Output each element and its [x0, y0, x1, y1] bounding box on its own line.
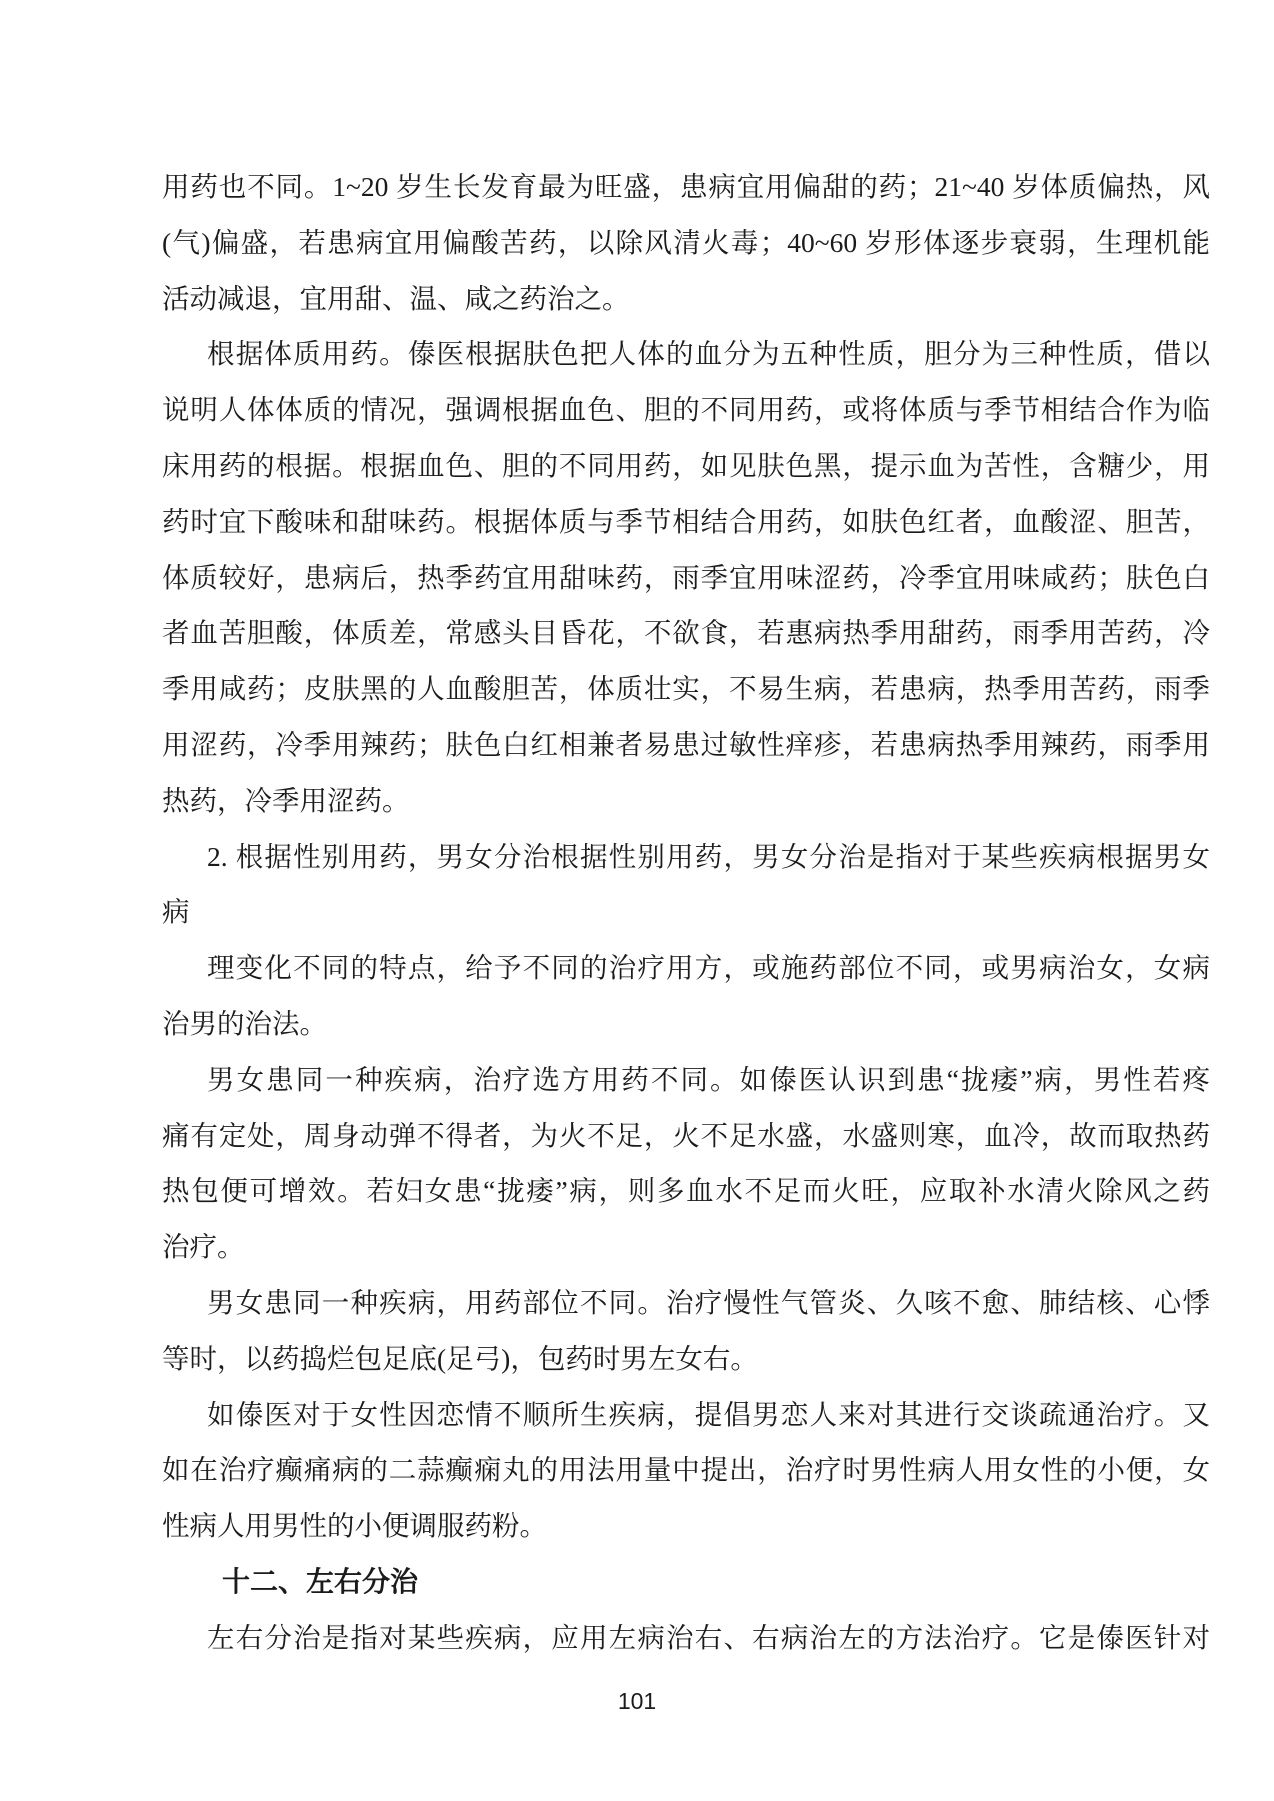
- body-text-line: 热药，冷季用涩药。: [162, 784, 410, 816]
- page-body: [162, 159, 1210, 1666]
- body-text-line: 床用药的根据。根据血色、胆的不同用药，如见肤色黑，提示血为苦性，含糖少，用: [162, 449, 1210, 481]
- body-text-line: 活动减退，宜用甜、温、咸之药治之。: [162, 282, 630, 314]
- body-text-line: 治男的治法。: [162, 1007, 327, 1039]
- body-text-line: 季用咸药；皮肤黑的人血酸胆苦，体质壮实，不易生病，若患病，热季用苦药，雨季: [162, 673, 1210, 705]
- body-text-line: 理变化不同的特点，给予不同的治疗用方，或施药部位不同，或男病治女，女病: [207, 952, 1210, 984]
- body-text-line: 用药也不同。1~20 岁生长发育最为旺盛，患病宜用偏甜的药；21~40 岁体质偏热，风: [162, 171, 1210, 202]
- section-heading: 十二、左右分治: [222, 1565, 419, 1597]
- body-text-line: 男女患同一种疾病，用药部位不同。治疗慢性气管炎、久咳不愈、肺结核、心悸: [207, 1286, 1210, 1318]
- body-text-line: 性病人用男性的小便调服药粉。: [162, 1510, 547, 1542]
- body-text-line: 如在治疗癫痛病的二蒜癫痫丸的用法用量中提出，治疗时男性病人用女性的小便，女: [162, 1454, 1210, 1486]
- body-text-line: 热包便可增效。若妇女患“拢痿”病，则多血水不足而火旺，应取补水清火除风之药: [162, 1175, 1210, 1207]
- body-text-line: 等时，以药捣烂包足底(足弓)，包药时男左女右。: [162, 1342, 758, 1374]
- body-text-line: 左右分治是指对某些疾病，应用左病治右、右病治左的方法治疗。它是傣医针对: [207, 1621, 1210, 1653]
- body-text-line: 病: [162, 896, 190, 928]
- body-text-line: 药时宜下酸味和甜味药。根据体质与季节相结合用药，如肤色红者，血酸涩、胆苦，: [162, 505, 1210, 537]
- page-number: 101: [617, 1688, 657, 1714]
- body-text-line: 治疗。: [162, 1231, 245, 1263]
- body-text-line: 体质较好，患病后，热季药宜用甜味药，雨季宜用味涩药，冷季宜用味咸药；肤色白: [162, 561, 1210, 593]
- body-text-line: 用涩药，冷季用辣药；肤色白红相兼者易患过敏性痒疹，若患病热季用辣药，雨季用: [162, 728, 1210, 760]
- body-text-line: 男女患同一种疾病，治疗选方用药不同。如傣医认识到患“拢痿”病，男性若疼: [207, 1063, 1210, 1095]
- body-text-line: 说明人体体质的情况，强调根据血色、胆的不同用药，或将体质与季节相结合作为临: [162, 394, 1210, 426]
- body-text-line: 者血苦胆酸，体质差，常感头目昏花，不欲食，若惠病热季用甜药，雨季用苦药，冷: [162, 617, 1210, 649]
- body-text-line: 痛有定处，周身动弹不得者，为火不足，火不足水盛，水盛则寒，血冷，故而取热药: [162, 1119, 1210, 1151]
- body-text-line: (气)偏盛，若患病宜用偏酸苦药，以除风清火毒；40~60 岁形体逐步衰弱，生理机能: [162, 226, 1210, 258]
- body-text-line: 2. 根据性别用药，男女分治根据性别用药，男女分治是指对于某些疾病根据男女: [207, 840, 1210, 872]
- body-text-line: 根据体质用药。傣医根据肤色把人体的血分为五种性质，胆分为三种性质，借以: [207, 338, 1210, 370]
- body-text-line: 如傣医对于女性因恋情不顺所生疾病，提倡男恋人来对其进行交谈疏通治疗。又: [207, 1398, 1210, 1430]
